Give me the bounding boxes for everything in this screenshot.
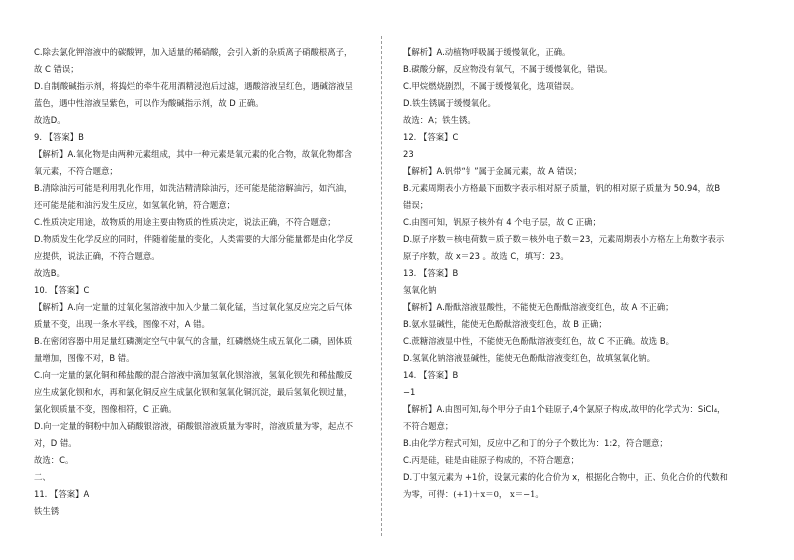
text-line: 故 C 错误； xyxy=(34,64,79,74)
text-line: 对，D 错。 xyxy=(34,438,77,448)
text-line: 【解析】A.动植物呼吸属于缓慢氧化，正确。 xyxy=(403,47,571,57)
text-line: 还可能是能和油污发生反应，如氢氧化钠，符合题意； xyxy=(34,200,235,210)
text-line: 氧元素，不符合题意； xyxy=(34,166,118,176)
text-line: 应生成氯化钡和水，再和氯化铜反应生成氯化钡和氢氧化铜沉淀，最后氢氧化钡过量， xyxy=(34,387,353,397)
answer-heading-9: 9. 【答案】B xyxy=(34,132,84,142)
answer-heading-11: 11. 【答案】A xyxy=(34,489,90,499)
text-line: 【解析】A.由图可知,每个甲分子由1个硅原子,4个氯原子构成,故甲的化学式为：SiCl₄， xyxy=(403,404,726,414)
text-line: B.元素周期表小方格最下面数字表示相对原子质量，钒的相对原子质量为 50.94，故B xyxy=(403,183,721,193)
column-divider xyxy=(381,36,382,536)
answer-heading-10: 10. 【答案】C xyxy=(34,285,90,295)
text-line: 23 xyxy=(403,149,414,159)
text-line: D.原子序数＝核电荷数＝质子数＝核外电子数＝23，元素周期表小方格左上角数字表示 xyxy=(403,234,725,244)
text-line: B.氨水显碱性，能使无色酚酞溶液变红色，故 B 正确； xyxy=(403,319,607,329)
text-line: 故选：C。 xyxy=(34,455,74,465)
text-line: 氯化钡质量不变，图像相符，C 正确。 xyxy=(34,404,177,414)
text-line: 量增加，图像不对，B 错。 xyxy=(34,353,135,363)
section-heading: 二、 xyxy=(34,472,51,482)
text-line: 故选：A；铁生锈。 xyxy=(403,115,476,125)
text-line: 【解析】A.酚酞溶液显酸性，不能使无色酚酞溶液变红色，故 A 不正确； xyxy=(403,302,674,312)
text-line: C.甲烷燃烧剧烈，不属于缓慢氧化，选项错误。 xyxy=(403,81,580,91)
text-line: 原子序数，故 x＝23 。故选 C，填写：23。 xyxy=(403,251,569,261)
text-line: C.除去氯化钾溶液中的碳酸钾，加入适量的稀硝酸，会引入新的杂质离子硝酸根离子， xyxy=(34,47,353,57)
text-line: C.向一定量的氯化铜和稀盐酸的混合溶液中滴加氢氧化钡溶液，氢氧化钡先和稀盐酸反 xyxy=(34,370,353,380)
text-line: 【解析】A.氧化物是由两种元素组成，其中一种元素是氧元素的化合物，故氧化物都含 xyxy=(34,149,353,159)
text-line: C.由图可知，钒原子核外有 4 个电子层，故 C 正确； xyxy=(403,217,601,227)
text-line: 故选D。 xyxy=(34,115,66,125)
text-line: 质量不变，出现一条水平线，图像不对，A 错。 xyxy=(34,319,210,329)
text-line: D.物质发生化学反应的同时，伴随着能量的变化，人类需要的大部分能量都是由化学反 xyxy=(34,234,353,244)
text-line: D.自制酸碱指示剂，将捣烂的牵牛花用酒精浸泡后过滤，遇酸溶液呈红色，遇碱溶液呈 xyxy=(34,81,353,91)
text-line: 【解析】A.向一定量的过氧化氢溶液中加入少量二氧化锰，当过氧化氢反应完之后气体 xyxy=(34,302,353,312)
text-line: 应提供，说法正确，不符合题意。 xyxy=(34,251,160,261)
text-line: 蓝色，遇中性溶液呈紫色，可以作为酸碱指示剂，故 D 正确。 xyxy=(34,98,264,108)
text-line: 为零，可得：(+1)＋x＝0， x＝−1。 xyxy=(403,489,544,499)
answer-heading-12: 12. 【答案】C xyxy=(403,132,459,142)
text-line: 氢氧化钠 xyxy=(403,285,437,295)
answer-heading-13: 13. 【答案】B xyxy=(403,268,459,278)
text-line: B.碳酸分解，反应物没有氧气，不属于缓慢氧化，错误。 xyxy=(403,64,613,74)
text-line: 【解析】A.钒带“钅”属于金属元素，故 A 错误； xyxy=(403,166,582,176)
text-line: B.由化学方程式可知，反应中乙和丁的分子个数比为：1:2，符合题意； xyxy=(403,438,668,448)
text-line: C.丙是硅，硅是由硅原子构成的，不符合题意； xyxy=(403,455,580,465)
text-line: −1 xyxy=(403,387,416,397)
text-line: D.氢氧化钠溶液显碱性，能使无色酚酞溶液变红色，故填氢氧化钠。 xyxy=(403,353,655,363)
text-line: B.在密闭容器中用足量红磷测定空气中氧气的含量，红磷燃烧生成五氧化二磷，固体质 xyxy=(34,336,353,346)
text-line: 铁生锈 xyxy=(34,506,60,516)
left-column xyxy=(34,44,364,520)
right-column xyxy=(403,44,753,503)
text-line: C.性质决定用途，故物质的用途主要由物质的性质决定，说法正确，不符合题意； xyxy=(34,217,336,227)
text-line: D.铁生锈属于缓慢氧化。 xyxy=(403,98,496,108)
text-line: 错误； xyxy=(403,200,429,210)
answer-heading-14: 14. 【答案】B xyxy=(403,370,459,380)
text-line: C.蔗糖溶液显中性，不能使无色酚酞溶液变红色，故 C 不正确。故选 B。 xyxy=(403,336,674,346)
text-line: D.向一定量的铜粉中加入硝酸银溶液，硝酸银溶液质量为零时，溶液质量为零，起点不 xyxy=(34,421,353,431)
text-line: B.清除油污可能是利用乳化作用，如洗洁精清除油污，还可能是能溶解油污，如汽油， xyxy=(34,183,353,193)
text-line: 故选B。 xyxy=(34,268,65,278)
text-line: 不符合题意； xyxy=(403,421,454,431)
text-line: D.丁中氢元素为 +1价，设氯元素的化合价为 x，根据化合物中，正、负化合价的代数和 xyxy=(403,472,728,482)
